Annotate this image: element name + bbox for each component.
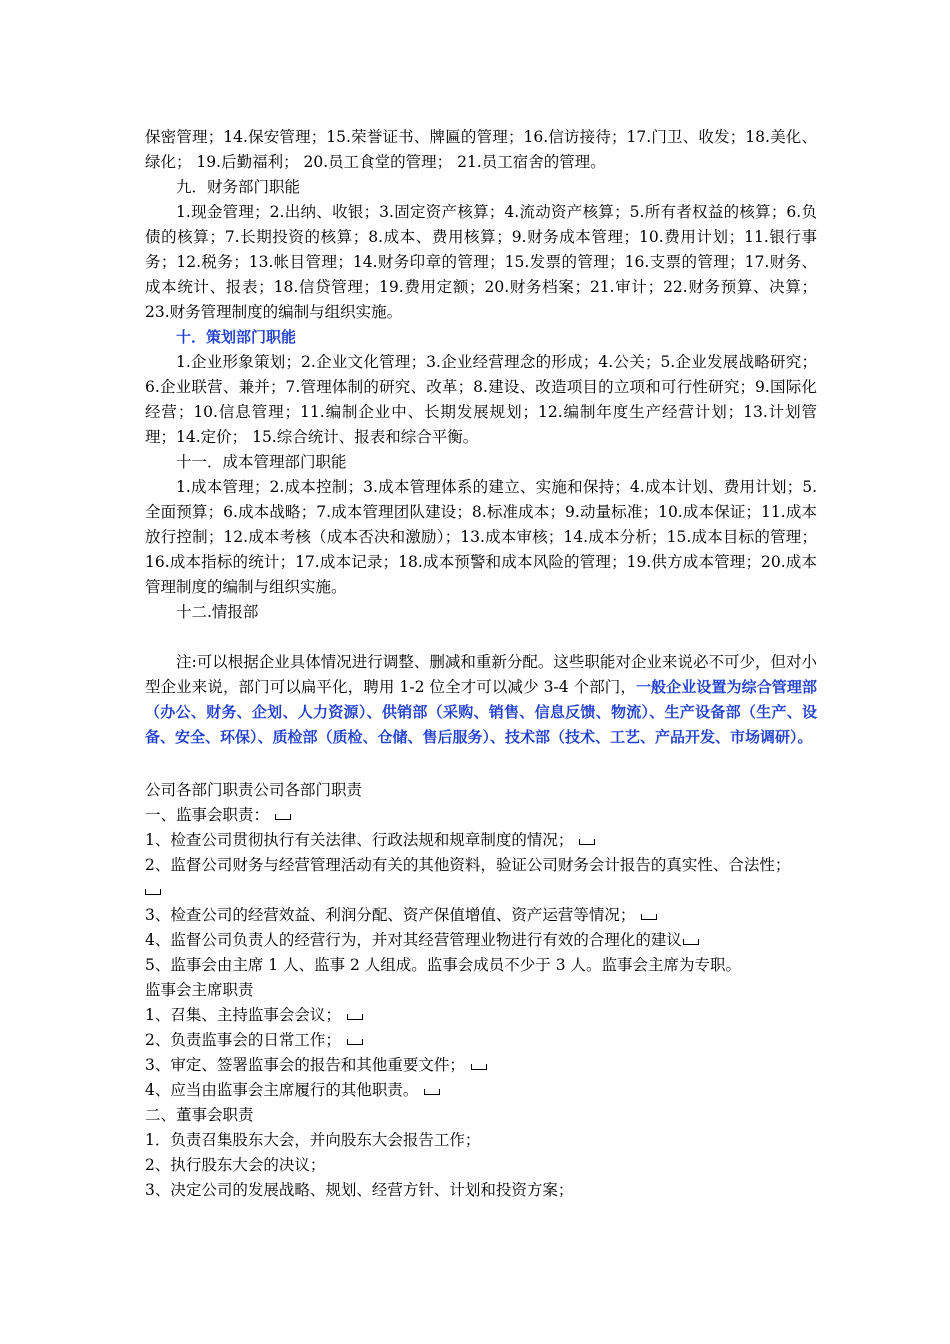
note-emphasis: 一般企业设置为综合管理部（办公、财务、企划、人力资源）、供销部（采购、销售、信息反馈、物流）、生产设备部（生产、设备、安全、环保）、质检部（质检、仓储、售后服务）、技术部（技术、工艺、产品开发、市场调研）。 bbox=[145, 678, 817, 746]
paragraph-mark-icon bbox=[347, 1014, 363, 1020]
paragraph-mark-icon bbox=[471, 1064, 487, 1070]
finance-body: 1.现金管理；2.出纳、收银；3.固定资产核算；4.流动资产核算；5.所有者权益的核算；6.负债的核算；7.长期投资的核算；8.成本、费用核算；9.财务成本管理；10.费用计划；11.银行事务；12.税务；13.帐目管理；14.财务印章的管理；15.发票的管理；16.支票的管理；17.财务、成本统计、报表；18.信贷管理；19.费用定额；20.财务档案；21.审计；22.财务预算、决算；23.财务管理制度的编制与组织实施。 bbox=[145, 203, 817, 321]
duties-title: 公司各部门职责公司各部门职责 bbox=[145, 781, 363, 799]
paragraph-mark-icon bbox=[424, 1089, 440, 1095]
chair-item: 2、负责监事会的日常工作； bbox=[145, 1028, 817, 1053]
supervisory-item: 5、监事会由主席 1 人、监事 2 人组成。监事会成员不少于 3 人。监事会主席为专职。 bbox=[145, 956, 742, 974]
paragraph-mark-icon bbox=[683, 939, 699, 945]
supervisory-item: 4、监督公司负责人的经营行为，并对其经营管理业物进行有效的合理化的建议 bbox=[145, 928, 817, 953]
board-heading: 二、董事会职责 bbox=[145, 1106, 254, 1124]
planning-body: 1.企业形象策划；2.企业文化管理；3.企业经营理念的形成；4.公关；5.企业发展战略研究；6.企业联营、兼并；7.管理体制的研究、改革；8.建设、改造项目的立项和可行性研究；9.国际化经营；10.信息管理；11.编制企业中、长期发展规划；12.编制年度生产经营计划；13.计划管理；14.定价； 15.综合统计、报表和综合平衡。 bbox=[145, 353, 817, 446]
note-text: 注:可以根据企业具体情况进行调整、删减和重新分配。这些职能对企业来说必不可少，但对小型企业来说，部门可以扁平化，聘用 1-2 位全才可以减少 3-4 个部门， bbox=[145, 653, 817, 696]
paragraph-mark-icon bbox=[579, 839, 595, 845]
cost-heading: 十一．成本管理部门职能 bbox=[176, 453, 347, 471]
supervisory-item: 2、监督公司财务与经营管理活动有关的其他资料，验证公司财务会计报告的真实性、合法性； bbox=[145, 856, 791, 874]
board-item: 1．负责召集股东大会，并向股东大会报告工作； bbox=[145, 1131, 481, 1149]
chair-item: 3、审定、签署监事会的报告和其他重要文件； bbox=[145, 1053, 817, 1078]
planning-heading: 十．策划部门职能 bbox=[176, 328, 297, 346]
document-body bbox=[145, 125, 817, 1203]
paragraph-mark-icon bbox=[145, 889, 161, 895]
note-paragraph bbox=[145, 650, 817, 750]
board-item: 2、执行股东大会的决议； bbox=[145, 1156, 326, 1174]
paragraph-mark-icon bbox=[641, 914, 657, 920]
chair-item: 1、召集、主持监事会会议； bbox=[145, 1003, 817, 1028]
paragraph-mark-icon bbox=[275, 814, 291, 820]
supervisory-item: 3、检查公司的经营效益、利润分配、资产保值增值、资产运营等情况； bbox=[145, 903, 817, 928]
chair-heading: 监事会主席职责 bbox=[145, 981, 254, 999]
supervisory-item: 1、检查公司贯彻执行有关法律、行政法规和规章制度的情况； bbox=[145, 828, 817, 853]
spacer bbox=[145, 750, 817, 778]
paragraph-mark-icon bbox=[347, 1039, 363, 1045]
supervisory-heading: 一、监事会职责： bbox=[145, 803, 817, 828]
board-item: 3、决定公司的发展战略、规划、经营方针、计划和投资方案； bbox=[145, 1181, 574, 1199]
intel-heading: 十二.情报部 bbox=[176, 603, 259, 621]
chair-item: 4、应当由监事会主席履行的其他职责。 bbox=[145, 1078, 817, 1103]
paragraph-mark-line bbox=[145, 878, 817, 903]
spacer bbox=[145, 625, 817, 650]
finance-heading: 九．财务部门职能 bbox=[176, 178, 301, 196]
admin-duties-continued: 保密管理；14.保安管理；15.荣誉证书、牌匾的管理；16.信访接待；17.门卫、收发；18.美化、绿化； 19.后勤福利； 20.员工食堂的管理； 21.员工宿舍的管理。 bbox=[145, 128, 817, 171]
cost-body: 1.成本管理；2.成本控制；3.成本管理体系的建立、实施和保持；4.成本计划、费用计划；5.全面预算；6.成本战略；7.成本管理团队建设；8.标准成本；9.动量标准；10.成本保证；11.成本放行控制；12.成本考核（成本否决和激励）；13.成本审核；14.成本分析；15.成本目标的管理；16.成本指标的统计；17.成本记录；18.成本预警和成本风险的管理；19.供方成本管理；20.成本管理制度的编制与组织实施。 bbox=[145, 478, 817, 596]
